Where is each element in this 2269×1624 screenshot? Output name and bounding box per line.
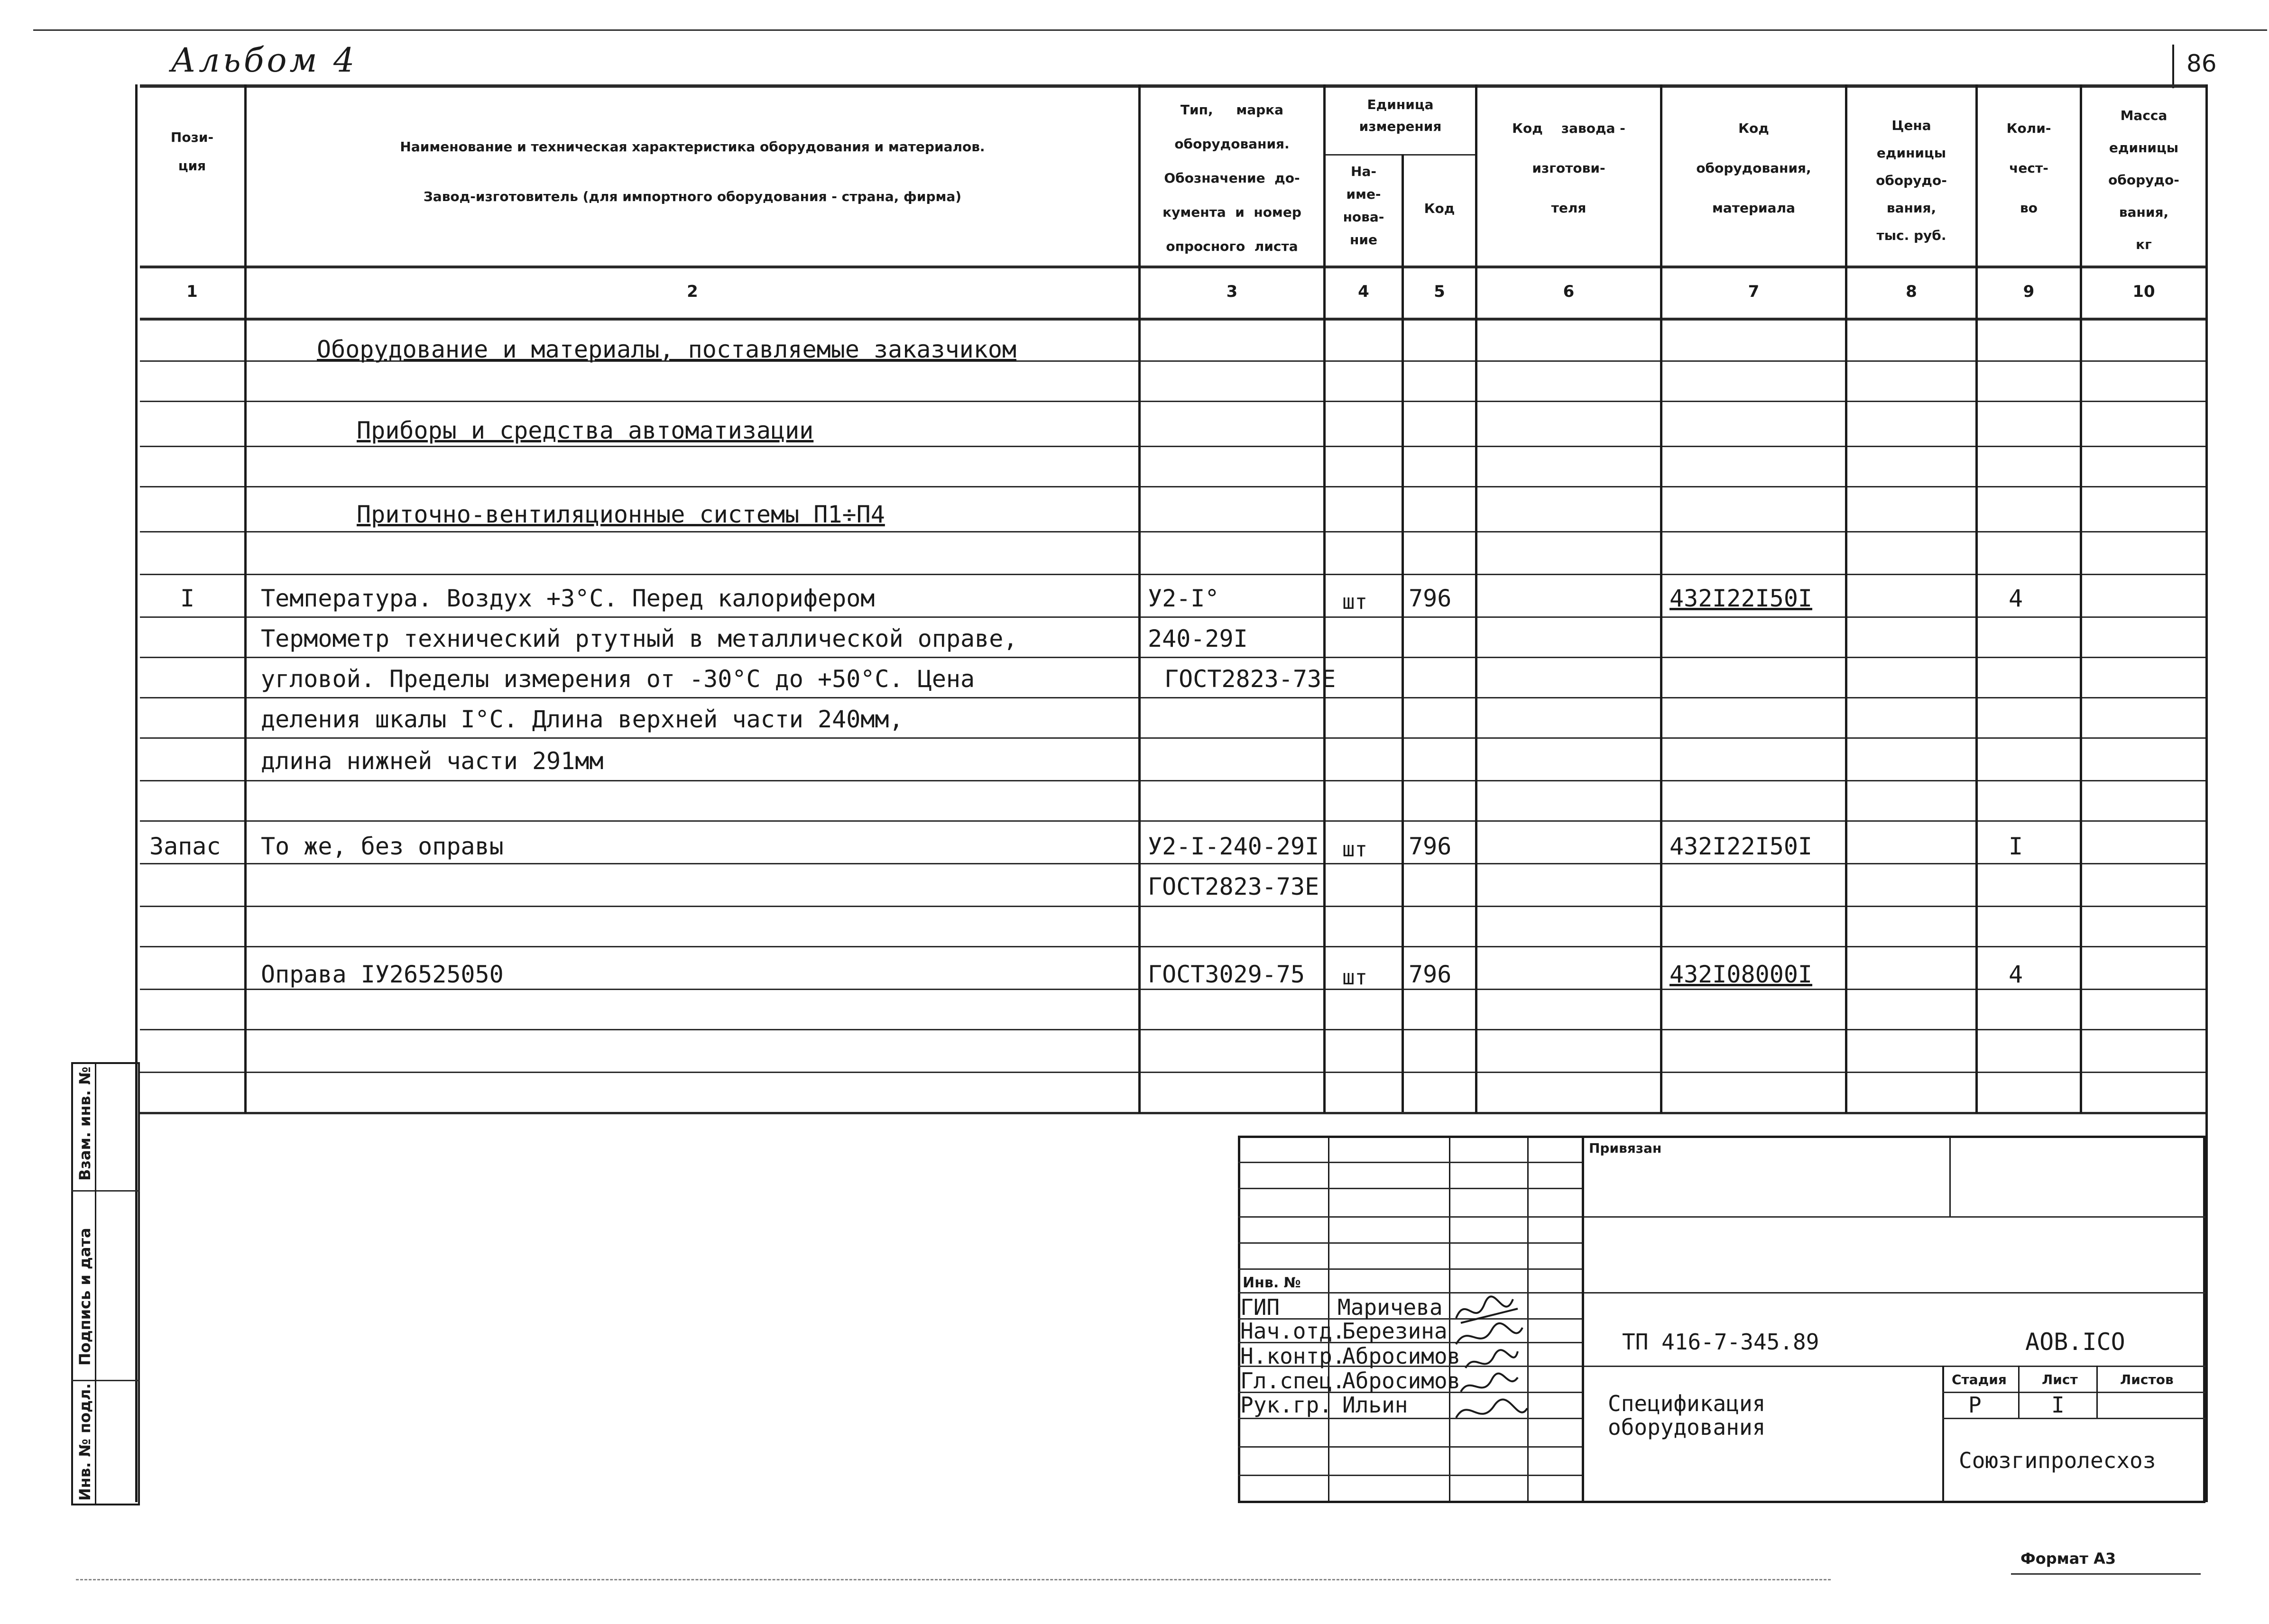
row3-type: ГОСТ3029-75: [1148, 961, 1305, 988]
row1-equip-code: 432I22I50I: [1669, 585, 1813, 612]
tb-doc-mark: АОВ.IСО: [2025, 1328, 2125, 1356]
bottom-underline: [2011, 1573, 2201, 1575]
tb-stage-label: Стадия: [1952, 1372, 2007, 1387]
tb-name: Абросимов: [1342, 1368, 1461, 1394]
tb-sheet: I: [2051, 1392, 2065, 1418]
row2-equip-code: 432I22I50I: [1669, 833, 1813, 860]
row1-type-line: У2-I°: [1148, 585, 1219, 612]
row2-name: То же, без оправы: [261, 833, 504, 860]
tb-role: ГИП: [1240, 1294, 1280, 1320]
header-maker-code: Код завода - изготови- теля: [1512, 120, 1625, 216]
row2-type-line: У2-I-240-29I: [1148, 833, 1319, 860]
row3-unit-code: 796: [1409, 961, 1452, 988]
header-equip-code: Код оборудования, материала: [1696, 120, 1811, 216]
tb-sheets-label: Листов: [2120, 1372, 2174, 1387]
header-mass: Масса единицы оборудо- вания, кг: [2108, 108, 2179, 252]
header-unit-group: Единица измерения: [1359, 97, 1442, 134]
side-stamp-inv-vzam: Взам. инв. №: [76, 1066, 94, 1181]
row3-name: Оправа IУ26525050: [261, 961, 504, 988]
tb-title-line2: оборудования: [1608, 1414, 1766, 1440]
row1-unit-code: 796: [1409, 585, 1452, 612]
row2-qty: I: [2009, 833, 2023, 860]
tb-name: Абросимов: [1342, 1343, 1461, 1369]
row2-unit: шт: [1342, 837, 1367, 862]
row1-name-line: Термометр технический ртутный в металлической оправе,: [261, 625, 1018, 652]
bottom-trim-line: [76, 1579, 1831, 1580]
section-supplied-by-customer: Оборудование и материалы, поставляемые заказчиком: [317, 336, 1017, 363]
header-price: Цена единицы оборудо- вания, тыс. руб.: [1876, 118, 1947, 243]
colnum-10: 10: [2132, 282, 2155, 301]
colnum-3: 3: [1226, 282, 1238, 301]
side-stamp-sign-date: Подпись и дата: [76, 1228, 94, 1366]
album-label: Альбом 4: [171, 41, 358, 80]
row1-name-line: деления шкалы I°С. Длина верхней части 240мм,: [261, 706, 904, 733]
tb-name: Березина: [1342, 1318, 1448, 1344]
tb-role: Н.контр.: [1240, 1343, 1346, 1369]
row2-unit-code: 796: [1409, 833, 1452, 860]
colnum-4: 4: [1358, 282, 1369, 301]
colnum-8: 8: [1906, 282, 1917, 301]
tb-org: Союзгипролесхоз: [1959, 1448, 2156, 1473]
tb-role: Гл.спец.: [1240, 1368, 1346, 1394]
colnum-9: 9: [2023, 282, 2035, 301]
row1-type-line: 240-29I: [1148, 625, 1248, 652]
row1-type-line: ГОСТ2823-73Е: [1164, 665, 1336, 693]
row3-qty: 4: [2009, 961, 2023, 988]
tb-role: Нач.отд.: [1240, 1318, 1346, 1344]
header-unit-code: Код: [1424, 201, 1455, 216]
row3-unit: шт: [1342, 965, 1367, 990]
header-position: Пози- ция: [170, 129, 214, 174]
format-label: Формат А3: [2020, 1550, 2116, 1568]
row2-type-line: ГОСТ2823-73Е: [1148, 873, 1319, 900]
tb-role: Рук.гр.: [1240, 1392, 1332, 1418]
header-name-line1: Наименование и техническая характеристика оборудования и материалов.: [400, 139, 985, 155]
header-name-line2: Завод-изготовитель (для импортного оборудования - страна, фирма): [423, 189, 962, 204]
tb-stage: Р: [1968, 1392, 1982, 1418]
colnum-6: 6: [1563, 282, 1575, 301]
colnum-1: 1: [186, 282, 198, 301]
sheet-number: 86: [2186, 50, 2217, 77]
header-unit-name: На- име- нова- ние: [1343, 164, 1384, 248]
row3-equip-code: 432I08000I: [1669, 961, 1813, 988]
row1-name-line: угловой. Пределы измерения от -30°С до +50°С. Цена: [261, 665, 975, 693]
tb-privyazan: Привязан: [1589, 1140, 1662, 1156]
tb-doc-code: ТП 416-7-345.89: [1622, 1329, 1819, 1355]
signatures: [1447, 1290, 1541, 1441]
section-instruments: Приборы и средства автоматизации: [357, 417, 814, 444]
row1-name-line: Температура. Воздух +3°С. Перед калорифером: [261, 585, 875, 612]
tb-inv-no: Инв. №: [1243, 1275, 1301, 1291]
side-stamp-inv-podl: Инв. № подл.: [76, 1383, 94, 1501]
colnum-2: 2: [687, 282, 698, 301]
header-qty: Коли- чест- во: [2006, 120, 2051, 216]
section-ventilation: Приточно-вентиляционные системы П1÷П4: [357, 501, 885, 528]
tb-sheet-label: Лист: [2042, 1372, 2078, 1387]
row1-qty: 4: [2009, 585, 2023, 612]
tb-title-line1: Спецификация: [1608, 1391, 1766, 1416]
colnum-5: 5: [1434, 282, 1445, 301]
colnum-7: 7: [1748, 282, 1760, 301]
header-type: Тип, марка оборудования. Обозначение до- кумента и номер опросного листа: [1162, 102, 1301, 254]
row2-position: Запас: [149, 833, 221, 860]
tb-name: Ильин: [1342, 1392, 1408, 1418]
row1-unit: шт: [1342, 590, 1367, 614]
right-frame-line: [2205, 84, 2208, 1502]
top-frame-line: [33, 29, 2267, 31]
row1-name-line: длина нижней части 291мм: [261, 747, 604, 775]
row1-position: I: [180, 585, 195, 612]
tb-name: Маричева: [1337, 1294, 1443, 1320]
